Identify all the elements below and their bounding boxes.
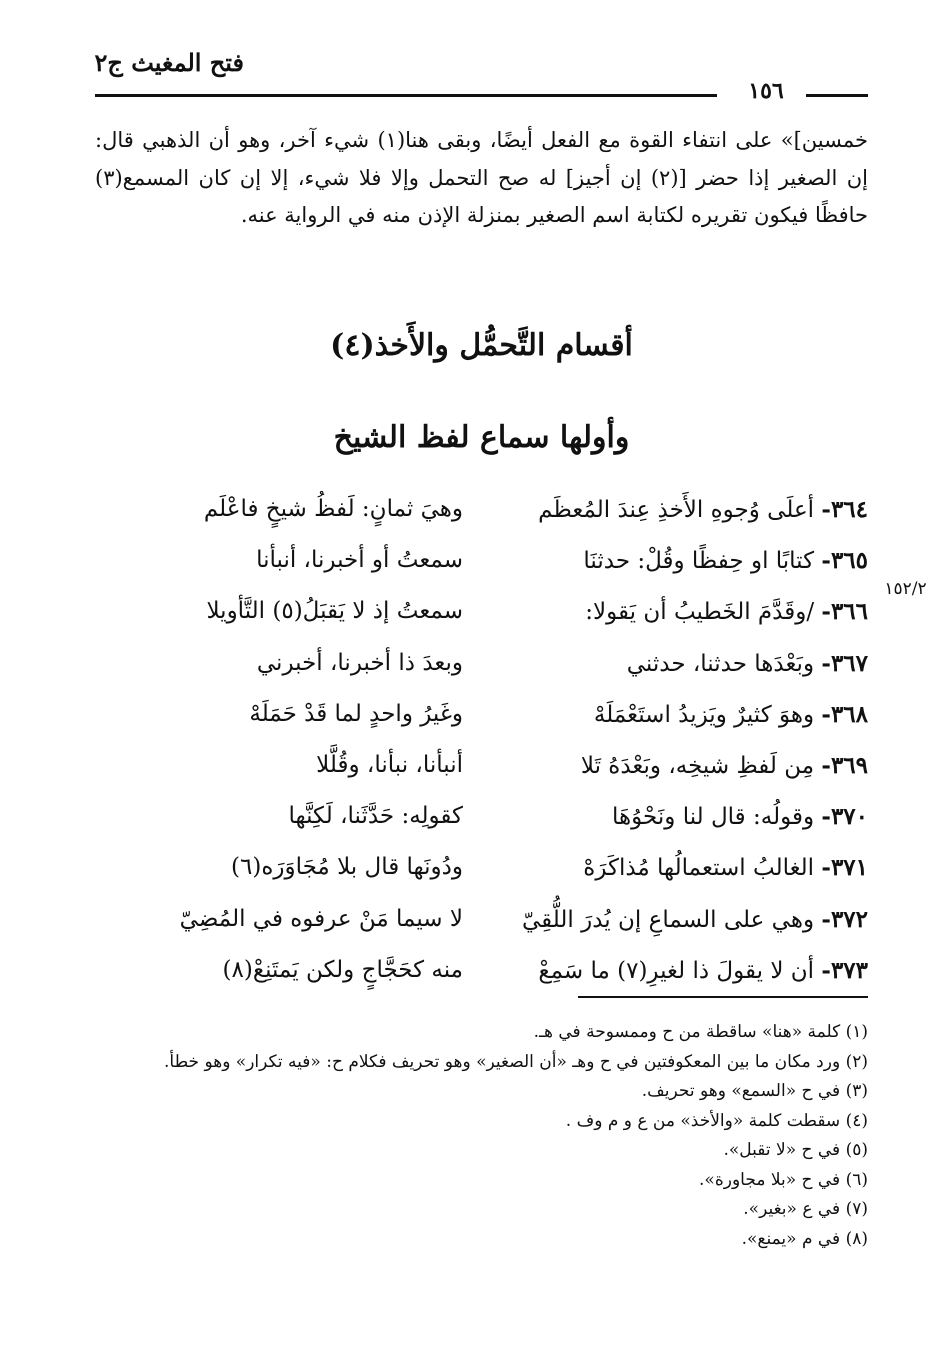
verse-number: ٣٧٢- — [821, 905, 868, 933]
verse-line — [95, 535, 868, 586]
footnote: (٤) سقطت كلمة «والأخذ» من ع و م وف . — [565, 1110, 868, 1131]
footnote: (٣) في ح «السمع» وهو تحريف. — [641, 1081, 868, 1101]
verse-first-hemistich — [498, 842, 868, 894]
hemistich-text: وبَعْدَها حدثنا، حدثني — [626, 650, 815, 677]
verse-line — [95, 842, 868, 893]
verse-first-hemistich — [498, 586, 868, 638]
verse-first-hemistich — [498, 689, 868, 741]
verse-second-hemistich: كقولِه: حَدَّثَنا، لَكِنَّها — [288, 803, 463, 830]
footnote: (٢) ورد مكان ما بين المعكوفتين في ح وهـ «أن الصغير» وهو تحريف فكلام ح: «فيه تكرار» وهو خطأ. — [164, 1051, 868, 1072]
verse-number: ٣٧٠- — [821, 803, 868, 831]
verse-line — [95, 638, 868, 689]
verse-number: ٣٦٩- — [821, 751, 868, 779]
verse-second-hemistich: أنبأنا، نبأنا، وقُلَّلا — [316, 751, 463, 778]
body-paragraph — [95, 122, 868, 235]
verse-first-hemistich — [498, 535, 868, 587]
footnote-rule — [578, 996, 868, 998]
section-title: أقسام التَّحمُّل والأَخذ(٤) — [330, 328, 633, 363]
verse-second-hemistich: وغَيرُ واحدٍ لما قَدْ حَمَلَهْ — [249, 700, 463, 727]
verse-line — [95, 740, 868, 791]
verse-second-hemistich: وبعدَ ذا أخبرنا، أخبرني — [256, 649, 463, 676]
verse-first-hemistich — [498, 945, 868, 997]
footnote: (٧) في ع «بغير». — [743, 1199, 868, 1219]
verse-second-hemistich: ودُونَها قال بلا مُجَاوَرَه(٦) — [231, 854, 463, 881]
hemistich-text: مِن لَفظِ شيخِه، وبَعْدَهُ تَلا — [580, 752, 815, 779]
verse-first-hemistich — [498, 894, 868, 946]
verse-line — [95, 484, 868, 535]
verse-number: ٣٦٦- — [821, 598, 868, 626]
verse-line — [95, 689, 868, 740]
hemistich-text: الغالبُ استعمالُها مُذاكَرَهْ — [583, 855, 815, 882]
verse-line — [95, 894, 868, 945]
verse-second-hemistich: منه كحَجَّاجٍ ولكن يَمتَنِعْ(٨) — [222, 956, 463, 983]
verse-line — [95, 945, 868, 996]
hemistich-text: وهوَ كثيرٌ ويَزيدُ استَعْمَلَهْ — [593, 701, 815, 728]
verse-second-hemistich: لا سيما مَنْ عرفوه في المُضِيّ — [179, 905, 463, 932]
header-rule — [95, 94, 717, 97]
verse-second-hemistich: سمعتُ أو أخبرنا، أنبأنا — [256, 547, 463, 574]
verse-number: ٣٦٤- — [821, 496, 868, 523]
hemistich-text: أن لا يقولَ ذا لغيرِ(٧) ما سَمِعْ — [538, 957, 815, 984]
hemistich-text: أعلَى وُجوهِ الأَخذِ عِندَ المُعظَم — [538, 497, 815, 523]
body-paragraph-text: خمسين]» على انتفاء القوة مع الفعل أيضًا، وبقى هنا(١) شيء آخر، وهو أن الذهبي قال: إن الصغير إذا حضر [(٢) إن أجيز] له صح التحمل وإلا فلا شيء، إلا إن كان المسمع(٣) حافظًا فيكون تقريره لكتابة اسم الصغير بمنزلة الإذن منه في الرواية عنه. — [95, 128, 868, 227]
hemistich-text: وهي على السماعِ إن يُدرَ اللُّقِيّ — [521, 906, 815, 933]
verse-second-hemistich: وهيَ ثمانٍ: لَفظُ شيخٍ فاعْلَم — [203, 496, 463, 522]
footnotes — [95, 1018, 868, 1254]
footnote: (١) كلمة «هنا» ساقطة من ح وممسوحة في هـ. — [533, 1022, 868, 1042]
verse-line — [95, 586, 868, 637]
verse-line — [95, 791, 868, 842]
verse-number: ٣٧٣- — [821, 956, 868, 984]
verse-number: ٣٧١- — [821, 854, 868, 882]
poem-verses — [95, 484, 868, 996]
verse-second-hemistich: سمعتُ إذ لا يَقبَلُ(٥) التَّأويلا — [206, 598, 463, 625]
verse-first-hemistich — [498, 484, 868, 536]
footnote: (٨) في م «يمنع». — [741, 1228, 868, 1249]
margin-reference: ١٥٢/٢ — [884, 579, 927, 599]
header-rule-short — [806, 94, 868, 97]
running-title: فتح المغيث ج٢ — [94, 48, 244, 77]
hemistich-text: وقولُه: قال لنا ونَحْوُهَا — [612, 804, 815, 831]
verse-first-hemistich — [498, 638, 868, 690]
hemistich-text: /وقَدَّمَ الخَطيبُ أن يَقولا: — [585, 599, 815, 626]
footnote: (٦) في ح «بلا مجاورة». — [699, 1169, 868, 1190]
hemistich-text: كتابًا او حِفظًا وقُلْ: حدثنَا — [583, 548, 815, 575]
verse-first-hemistich — [498, 740, 868, 792]
page-number: ١٥٦ — [748, 78, 784, 104]
footnote: (٥) في ح «لا تقبل». — [723, 1140, 868, 1160]
verse-number: ٣٦٨- — [821, 700, 868, 728]
verse-number: ٣٦٧- — [821, 649, 868, 677]
verse-number: ٣٦٥- — [821, 547, 868, 575]
subsection-title: وأولها سماع لفظ الشيخ — [333, 420, 630, 455]
verse-first-hemistich — [498, 791, 868, 843]
